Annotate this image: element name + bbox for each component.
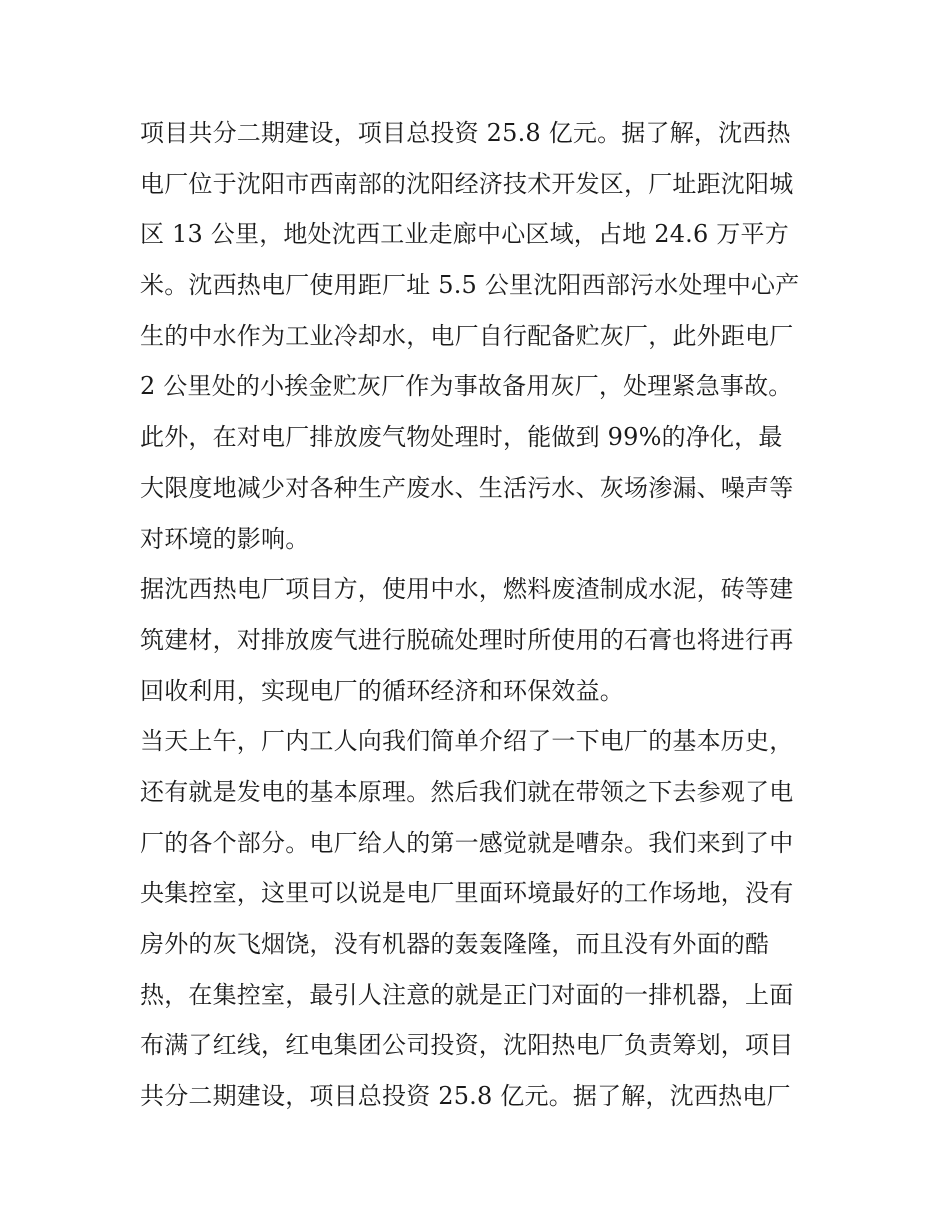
text-line: 电厂位于沈阳市西南部的沈阳经济技术开发区，厂址距沈阳城	[140, 169, 794, 198]
text-line: 此外，在对电厂排放废气物处理时，能做到 99%的净化，最	[140, 423, 783, 452]
text-line: 热，在集控室，最引人注意的就是正门对面的一排机器，上面	[140, 980, 794, 1009]
text-line: 据沈西热电厂项目方，使用中水，燃料废渣制成水泥，砖等建	[140, 575, 794, 604]
body-text	[140, 108, 820, 1122]
text-line: 共分二期建设，项目总投资 25.8 亿元。据了解，沈西热电厂	[140, 1082, 791, 1111]
text-line: 大限度地减少对各种生产废水、生活污水、灰场渗漏、噪声等	[140, 473, 794, 502]
text-line: 项目共分二期建设，项目总投资 25.8 亿元。据了解，沈西热	[140, 119, 791, 147]
text-line: 米。沈西热电厂使用距厂址 5.5 公里沈阳西部污水处理中心产	[140, 271, 800, 300]
text-line: 对环境的影响。	[140, 524, 310, 553]
text-line: 房外的灰飞烟饶，没有机器的轰轰隆隆，而且没有外面的酷	[140, 930, 770, 958]
text-line: 筑建材，对排放废气进行脱硫处理时所使用的石膏也将进行再	[140, 625, 794, 654]
text-line: 回收利用，实现电厂的循环经济和环保效益。	[140, 676, 624, 705]
text-line: 还有就是发电的基本原理。然后我们就在带领之下去参观了电	[140, 777, 794, 806]
text-line: 厂的各个部分。电厂给人的第一感觉就是嘈杂。我们来到了中	[140, 828, 794, 857]
text-line: 当天上午，厂内工人向我们简单介绍了一下电厂的基本历史，	[140, 727, 794, 756]
text-line: 2 公里处的小挨金贮灰厂作为事故备用灰厂，处理紧急事故。	[140, 372, 793, 401]
text-line: 区 13 公里，地处沈西工业走廊中心区域，占地 24.6 万平方	[140, 220, 789, 249]
text-line: 生的中水作为工业冷却水，电厂自行配备贮灰厂，此外距电厂	[140, 321, 794, 350]
text-line: 央集控室，这里可以说是电厂里面环境最好的工作场地，没有	[140, 879, 794, 908]
text-line: 布满了红线，红电集团公司投资，沈阳热电厂负责筹划，项目	[140, 1031, 794, 1060]
